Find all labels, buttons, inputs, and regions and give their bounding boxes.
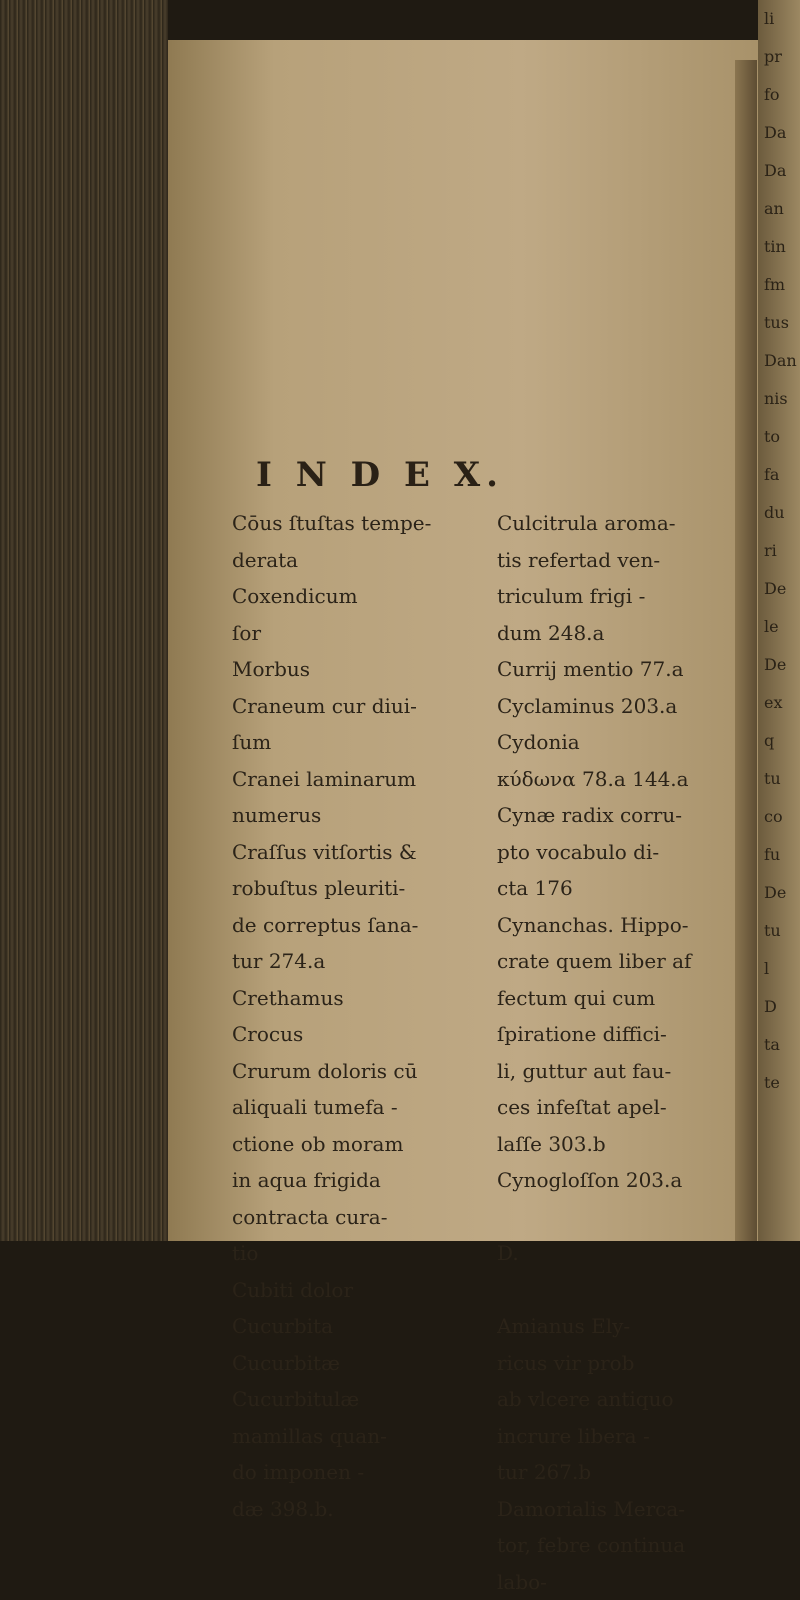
facing-page-fragment: to xyxy=(758,418,800,456)
right-entry-line: Cynogloſſon 203.a xyxy=(497,1162,755,1199)
left-entry-line: contracta cura- xyxy=(232,1199,502,1236)
left-entry-line: Crethamus xyxy=(232,980,502,1017)
right-entry-line: κύδωνα 78.a 144.a xyxy=(497,761,755,798)
left-entry-line: Craneum cur diui- xyxy=(232,688,502,725)
left-entry-line: de correptus ſana- xyxy=(232,907,502,944)
right-entry-line: tis refertad ven- xyxy=(497,542,755,579)
right-entry-line: laſſe 303.b xyxy=(497,1126,755,1163)
right-entry-line: labo- xyxy=(497,1564,755,1600)
facing-page-fragment: du xyxy=(758,494,800,532)
right-entry-line: Cynæ radix corru- xyxy=(497,797,755,834)
right-entry-line: ricus vir prob xyxy=(497,1345,755,1382)
left-entry-line: ſor xyxy=(232,615,502,652)
left-entry-line: Coxendicum xyxy=(232,578,502,615)
right-entry-line: Cynanchas. Hippo- xyxy=(497,907,755,944)
book-gutter xyxy=(0,0,168,1241)
right-entry-line: ſpiratione diffici- xyxy=(497,1016,755,1053)
right-entry-line: Cydonia xyxy=(497,724,755,761)
facing-page-fragment: ta xyxy=(758,1026,800,1064)
left-entry-line: tio xyxy=(232,1235,502,1272)
facing-page-fragment: ri xyxy=(758,532,800,570)
left-entry-line: Cucurbita xyxy=(232,1308,502,1345)
facing-page-fragment: Dan xyxy=(758,342,800,380)
left-entry-line: Cubiti dolor xyxy=(232,1272,502,1309)
right-entry-line: tor, febre continua xyxy=(497,1527,755,1564)
left-entry-line: ctione ob moram xyxy=(232,1126,502,1163)
right-entry-line xyxy=(497,1272,755,1309)
right-entry-line: dum 248.a xyxy=(497,615,755,652)
facing-page-fragment: De xyxy=(758,874,800,912)
left-entry-line: Cranei laminarum xyxy=(232,761,502,798)
right-entry-line: D. xyxy=(497,1235,755,1272)
facing-page-fragment: te xyxy=(758,1064,800,1102)
index-column-left xyxy=(232,505,502,1527)
facing-page-fragment: De xyxy=(758,646,800,684)
facing-page-fragment: tus xyxy=(758,304,800,342)
right-entry-line: fectum qui cum xyxy=(497,980,755,1017)
left-entry-line: do imponen - xyxy=(232,1454,502,1491)
facing-page-fragment: an xyxy=(758,190,800,228)
facing-page-fragment: nis xyxy=(758,380,800,418)
left-entry-line: mamillas quan- xyxy=(232,1418,502,1455)
left-entry-line: Crocus xyxy=(232,1016,502,1053)
right-entry-line: tur 267.b xyxy=(497,1454,755,1491)
right-entry-line: pto vocabulo di- xyxy=(497,834,755,871)
facing-page-fragment: pr xyxy=(758,38,800,76)
left-entry-line: dæ 398.b. xyxy=(232,1491,502,1528)
facing-page-fragment: fu xyxy=(758,836,800,874)
facing-page-fragment: le xyxy=(758,608,800,646)
right-entry-line: Culcitrula aroma- xyxy=(497,505,755,542)
right-entry-line: crate quem liber af xyxy=(497,943,755,980)
right-entry-line: Cyclaminus 203.a xyxy=(497,688,755,725)
facing-page-fragment: q xyxy=(758,722,800,760)
right-entry-line: triculum frigi - xyxy=(497,578,755,615)
left-entry-line: Cucurbitulæ xyxy=(232,1381,502,1418)
facing-page-fragment: ex xyxy=(758,684,800,722)
facing-page-fragment: fo xyxy=(758,76,800,114)
right-entry-line: ces infeſtat apel- xyxy=(497,1089,755,1126)
facing-page-fragment: Da xyxy=(758,114,800,152)
facing-page-fragment: fm xyxy=(758,266,800,304)
left-entry-line: Cucurbitæ xyxy=(232,1345,502,1382)
left-entry-line: derata xyxy=(232,542,502,579)
left-entry-line: Morbus xyxy=(232,651,502,688)
index-column-right xyxy=(497,505,755,1600)
left-entry-line: in aqua frigida xyxy=(232,1162,502,1199)
facing-page-fragment: D xyxy=(758,988,800,1026)
right-entry-line: Damorialis Merca- xyxy=(497,1491,755,1528)
facing-page-fragment: co xyxy=(758,798,800,836)
right-entry-line: ab vlcere antiquo xyxy=(497,1381,755,1418)
right-entry-line xyxy=(497,1199,755,1236)
left-entry-line: robuſtus pleuriti- xyxy=(232,870,502,907)
facing-page-fragment: l xyxy=(758,950,800,988)
right-entry-line: Amianus Ely- xyxy=(497,1308,755,1345)
left-entry-line: ſum xyxy=(232,724,502,761)
left-entry-line: numerus xyxy=(232,797,502,834)
left-entry-line: Cōus ſtuſtas tempe- xyxy=(232,505,502,542)
right-entry-line: cta 176 xyxy=(497,870,755,907)
right-entry-line: incrure libera - xyxy=(497,1418,755,1455)
facing-page-fragment: Da xyxy=(758,152,800,190)
right-entry-line: Currij mentio 77.a xyxy=(497,651,755,688)
page-binding-edge xyxy=(735,60,757,1241)
facing-page-fragment: tu xyxy=(758,760,800,798)
facing-page-fragment: De xyxy=(758,570,800,608)
left-entry-line: aliquali tumefa - xyxy=(232,1089,502,1126)
facing-page-fragment: tin xyxy=(758,228,800,266)
facing-page-fragment: tu xyxy=(758,912,800,950)
page-title: I N D E X. xyxy=(230,455,530,495)
facing-page-fragment: li xyxy=(758,0,800,38)
facing-page-edge xyxy=(758,0,800,1241)
facing-page-fragment: fa xyxy=(758,456,800,494)
left-entry-line: Craſſus vitſortis & xyxy=(232,834,502,871)
right-entry-line: li, guttur aut fau- xyxy=(497,1053,755,1090)
left-entry-line: Crurum doloris cū xyxy=(232,1053,502,1090)
left-entry-line: tur 274.a xyxy=(232,943,502,980)
